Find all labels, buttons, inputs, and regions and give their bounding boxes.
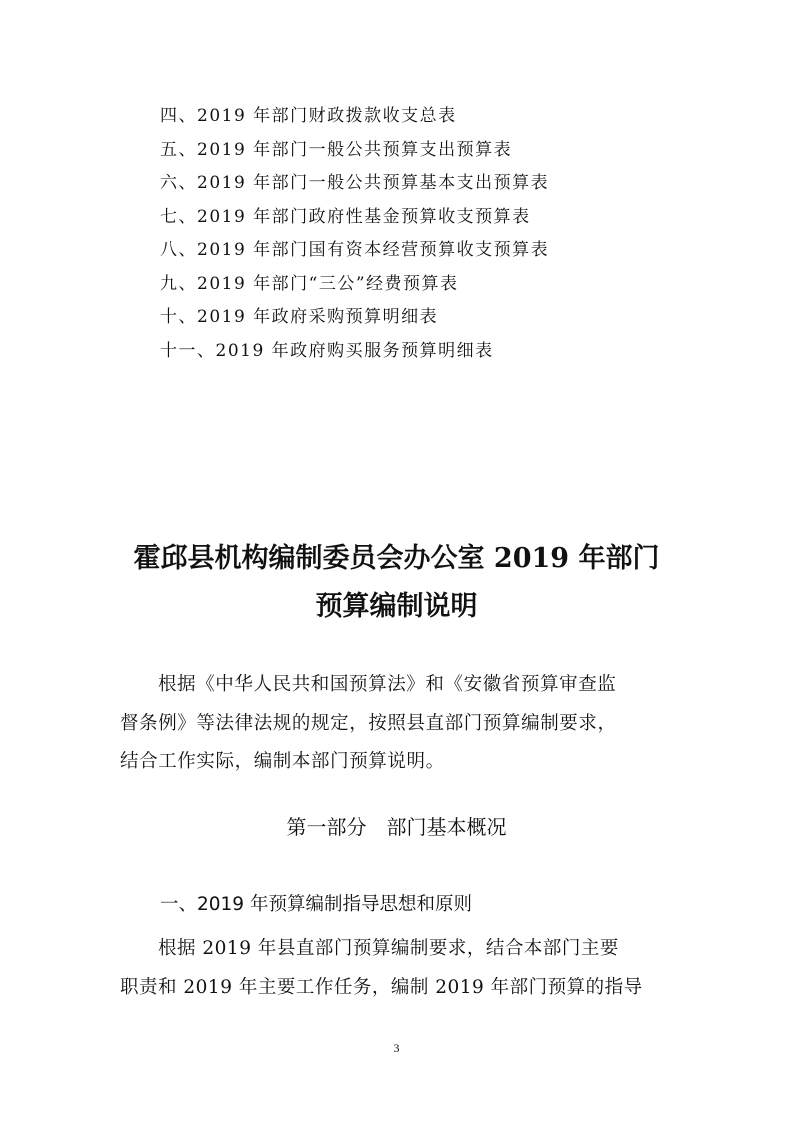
body-paragraph [120, 930, 680, 1007]
intro-line-2: 督条例》等法律法规的规定，按照县直部门预算编制要求， [120, 712, 617, 734]
toc-item-11: 十一、2019 年政府购买服务预算明细表 [160, 340, 494, 361]
intro-line-3: 结合工作实际，编制本部门预算说明。 [120, 751, 445, 772]
toc-item-5: 五、2019 年部门一般公共预算支出预算表 [160, 139, 513, 160]
intro-paragraph [120, 666, 680, 782]
toc-item-6: 六、2019 年部门一般公共预算基本支出预算表 [160, 173, 550, 193]
toc-item-7: 七、2019 年部门政府性基金预算收支预算表 [160, 206, 531, 227]
part-one-heading: 第一部分 部门基本概况 [286, 815, 507, 839]
document-title [0, 535, 793, 631]
toc-item-10: 十、2019 年政府采购预算明细表 [160, 307, 439, 327]
toc-item-9: 九、2019 年部门“三公”经费预算表 [160, 273, 459, 294]
intro-line-1: 根据《中华人民共和国预算法》和《安徽省预算审查监 [158, 674, 617, 695]
document-title-line-1: 霍邱县机构编制委员会办公室 2019 年部门 [133, 543, 660, 574]
toc-item-4: 四、2019 年部门财政拨款收支总表 [160, 106, 457, 126]
page-number: 3 [393, 1041, 400, 1055]
toc-item-8: 八、2019 年部门国有资本经营预算收支预算表 [160, 240, 550, 260]
body-line-2: 职责和 2019 年主要工作任务，编制 2019 年部门预算的指导 [120, 976, 643, 998]
table-of-contents [160, 100, 720, 368]
document-title-line-2: 预算编制说明 [315, 591, 478, 622]
section-one-heading: 一、2019 年预算编制指导思想和原则 [160, 894, 472, 915]
body-line-1: 根据 2019 年县直部门预算编制要求，结合本部门主要 [158, 938, 619, 959]
